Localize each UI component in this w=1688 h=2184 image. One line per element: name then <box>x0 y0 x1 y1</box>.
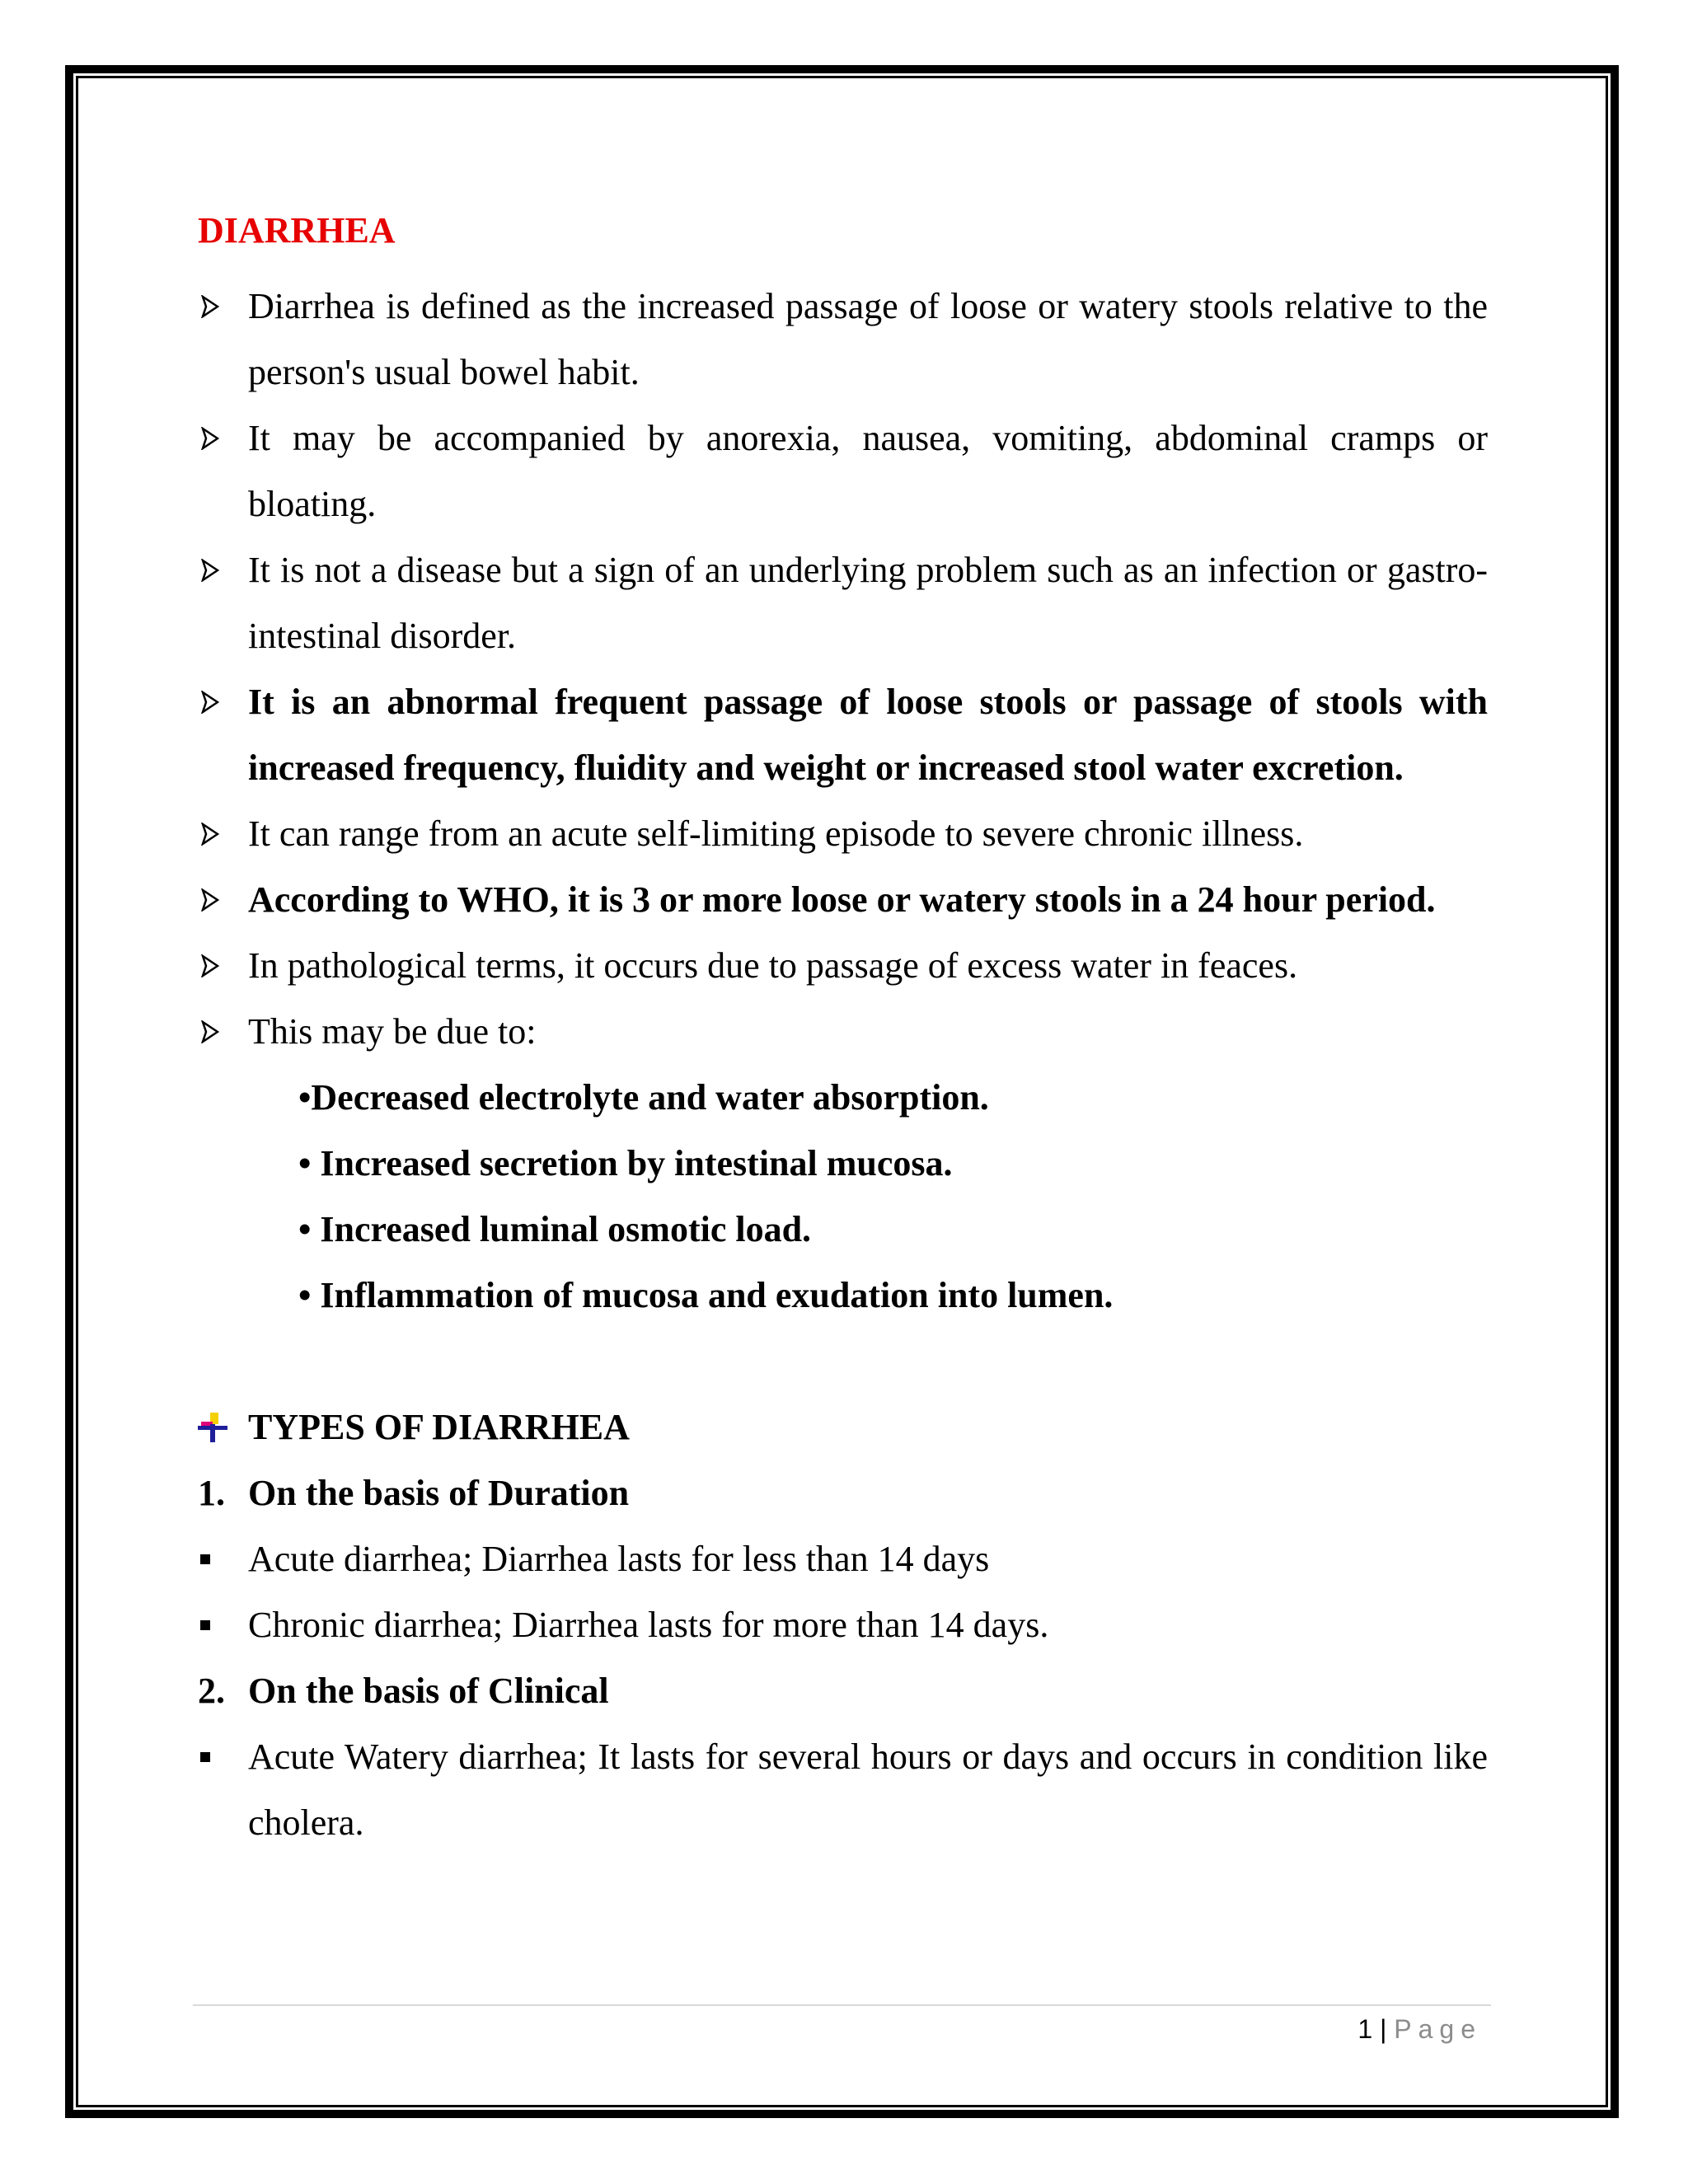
list-item: Acute Watery diarrhea; It lasts for several hours or days and occurs in condition like cholera. <box>198 1724 1488 1856</box>
bullet-item: This may be due to: <box>198 999 1488 1065</box>
cause-item: • Inflammation of mucosa and exudation into lumen. <box>298 1275 1114 1315</box>
page-number: 1 <box>1357 2014 1373 2044</box>
footer-separator: | <box>1380 2014 1387 2044</box>
arrow-bullet-icon <box>198 405 223 471</box>
bullet-item: It may be accompanied by anorexia, nausea, vomiting, abdominal cramps or bloating. <box>198 405 1488 537</box>
bullet-item: According to WHO, it is 3 or more loose or watery stools in a 24 hour period. <box>198 867 1488 933</box>
duration-heading: 1. On the basis of Duration <box>198 1473 630 1513</box>
plus-bullet-icon <box>198 1413 227 1442</box>
arrow-bullet-icon <box>198 537 223 603</box>
square-bullet-icon <box>200 1752 210 1762</box>
square-bullet-icon <box>200 1554 210 1564</box>
cause-item: •Decreased electrolyte and water absorption. <box>298 1077 989 1118</box>
clinical-heading: 2. On the basis of Clinical <box>198 1671 609 1711</box>
bullet-item: Diarrhea is defined as the increased passage of loose or watery stools relative to the person's usual bowel habit. <box>198 274 1488 405</box>
bullet-item: It can range from an acute self-limiting episode to severe chronic illness. <box>198 801 1488 867</box>
page-label: Page <box>1394 2014 1482 2044</box>
arrow-bullet-icon <box>198 867 223 933</box>
document-body <box>198 190 1488 1856</box>
bullet-item: It is not a disease but a sign of an underlying problem such as an infection or gastro-intestinal disorder. <box>198 537 1488 669</box>
cause-item: • Increased secretion by intestinal mucosa. <box>298 1143 953 1183</box>
arrow-bullet-icon <box>198 274 223 340</box>
list-item: Acute diarrhea; Diarrhea lasts for less than 14 days <box>198 1526 1488 1592</box>
arrow-bullet-icon <box>198 669 223 735</box>
types-heading: TYPES OF DIARRHEA <box>198 1394 1488 1460</box>
bullet-item: In pathological terms, it occurs due to passage of excess water in feaces. <box>198 933 1488 999</box>
cause-item: • Increased luminal osmotic load. <box>298 1209 812 1249</box>
arrow-bullet-icon <box>198 801 223 867</box>
page-footer <box>1357 2011 1482 2047</box>
document-title: DIARRHEA <box>198 210 396 251</box>
arrow-bullet-icon <box>198 999 223 1065</box>
arrow-bullet-icon <box>198 933 223 999</box>
bullet-item: It is an abnormal frequent passage of loose stools or passage of stools with increased frequency, fluidity and weight or increased stool water excretion. <box>198 669 1488 801</box>
square-bullet-icon <box>200 1620 210 1630</box>
list-item: Chronic diarrhea; Diarrhea lasts for more than 14 days. <box>198 1592 1488 1658</box>
footer-divider <box>193 2004 1491 2006</box>
